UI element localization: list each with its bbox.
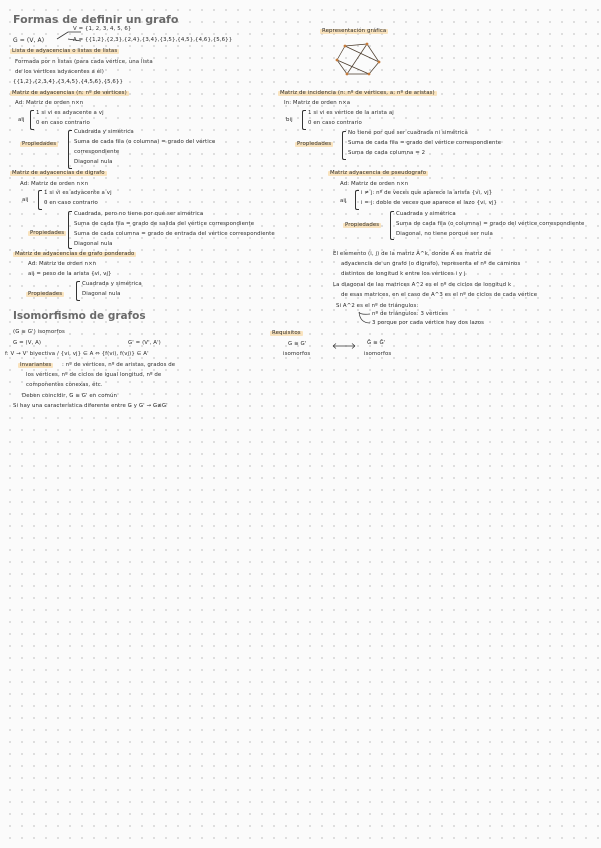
- adjacency-props-brace: [68, 130, 72, 169]
- digraph-rule-2: 0 en caso contrario: [44, 200, 98, 206]
- isomorphism-def: (G ≅ G') isomorfos: [13, 329, 65, 335]
- incidence-prop: No tiene por qué ser cuadrada ni simétrica: [348, 130, 468, 136]
- digraph-rule-1: 1 si vi es adyacente a vj: [44, 190, 112, 196]
- adjacency-prop: correspondiente: [74, 149, 120, 155]
- digraph-heading: Matriz de adyacencias de digrafo: [12, 170, 105, 176]
- adjacency-def: Ad: Matriz de orden n×n: [15, 100, 84, 106]
- V-set: V = {1, 2, 3, 4, 5, 6}: [73, 26, 132, 32]
- theorem-line: El elemento (i, j) de la matriz A^k, donde A es matriz de: [333, 251, 492, 257]
- page-title-formas: Formas de definir un grafo: [13, 13, 179, 26]
- aij-label: aij: [340, 198, 347, 204]
- incidence-def: In: Matriz de orden n×a: [284, 100, 351, 106]
- weighted-def: Ad: Matriz de orden n×n: [28, 261, 97, 267]
- theorem-line: Si A^2 es el nº de triángulos:: [336, 303, 419, 309]
- invariants-text: : nº de vértices, nº de aristas, grados de: [62, 362, 176, 368]
- requirements-label: Requisitos: [272, 330, 301, 336]
- adjacency-rule-1: 1 si vi es adyacente a vj: [36, 110, 104, 116]
- adjacency-prop: Cuadrada y simétrica: [74, 129, 134, 135]
- A-set: A = {{1,2},{2,3},{2,4},{3,4},{3,5},{4,5},{4,6},{5,6}}: [73, 37, 233, 43]
- adjacency-props-label: Propiedades: [22, 141, 57, 147]
- digraph-props-brace: [68, 211, 72, 249]
- theorem-line: distintos de longitud k entre los vértices i y j: [341, 271, 466, 277]
- digraph-prop: Cuadrada, pero no tiene por qué ser simétrica: [74, 211, 204, 217]
- weighted-prop: Diagonal nula: [82, 291, 121, 297]
- digraph-rule-brace: [38, 190, 42, 210]
- double-arrow: [330, 342, 358, 350]
- lists-desc-2: de los vértices adyacentes a él): [15, 69, 104, 75]
- lists-desc-1: Formada por n listas (para cada vértice, una lista: [15, 59, 153, 65]
- pseudograph-heading: Matriz adyacencia de pseudografo: [330, 170, 427, 176]
- pseudograph-rule-brace: [355, 190, 359, 210]
- theorem-line: La diagonal de las matrices A^2 es el nº de ciclos de longitud k: [333, 282, 512, 288]
- graph-representation-heading: Representación gráfica: [322, 28, 387, 34]
- pseudograph-prop: Diagonal, no tiene porqué ser nula: [396, 231, 493, 237]
- weighted-heading: Matriz de adyacencias de grafo ponderado: [15, 251, 135, 257]
- digraph-props-label: Propiedades: [30, 230, 65, 236]
- adjacency-heading: Matriz de adyacencias (n: nº de vértices): [12, 90, 127, 96]
- weighted-prop: Cuadrada y simétrica: [82, 281, 142, 287]
- lists-example: {{1,2},{2,3,4},{3,4,5},{4,5,6},{5,6}}: [13, 79, 124, 85]
- isomorphism-G-prime: G' = (V', A'): [128, 340, 161, 346]
- bij-label: bij: [286, 117, 293, 123]
- incidence-props-brace: [342, 131, 346, 160]
- incidence-props-label: Propiedades: [297, 141, 332, 147]
- pseudograph-prop: Suma de cada fila (o columna) = grado del vértice correspondiente: [396, 221, 585, 227]
- adjacency-rule-2: 0 en caso contrario: [36, 120, 90, 126]
- lists-heading: Lista de adyacencias o listas de listas: [12, 48, 118, 54]
- incidence-prop: Suma de cada columna = 2: [348, 150, 426, 156]
- adjacency-prop: Diagonal nula: [74, 159, 113, 165]
- requirements-complement-iso: Ḡ ≅ Ḡ': [367, 340, 386, 346]
- theorem-line: adyacencia de un grafo (o digrafo), representa el nº de caminos: [341, 261, 521, 267]
- weighted-rule: aij = peso de la arista {vi, vj}: [28, 271, 112, 277]
- digraph-prop: Suma de cada fila = grado de salida del vértice correspondiente: [74, 221, 255, 227]
- aij-label: aij: [18, 117, 25, 123]
- digraph-prop: Suma de cada columna = grado de entrada del vértice correspondiente: [74, 231, 275, 237]
- requirements-isomorfos-2: isomorfos: [364, 351, 392, 357]
- isomorphism-bijection: f: V → V' biyectiva / {vi, vj} ∈ A ⇔ {f(vi), f(vj)} ∈ A': [5, 351, 149, 357]
- invariants-text-2: los vértices, nº de ciclos de igual longitud, nº de: [26, 372, 162, 378]
- weighted-props-brace: [76, 281, 80, 301]
- digraph-def: Ad: Matriz de orden n×n: [20, 181, 89, 187]
- pseudograph-rule-2: i = j: doble de veces que aparece el lazo {vi, vj}: [361, 200, 498, 206]
- pseudograph-props-brace: [390, 211, 394, 240]
- incidence-heading: Matriz de incidencia (n: nº de vértices, a: nº de aristas): [280, 90, 435, 96]
- isomorphism-last: Si hay una característica diferente entre G y G' → G≇G': [13, 403, 168, 409]
- incidence-prop: Suma de cada fila = grado del vértice correspondiente: [348, 140, 502, 146]
- pseudograph-rule-1: i ≠ j: nº de veces que aparece la arista {vi, vj}: [361, 190, 493, 196]
- invariants-text-3: componentes conexas, etc.: [26, 382, 103, 388]
- incidence-rule-1: 1 si vi es vértice de la arista aj: [308, 110, 394, 116]
- aij-label: aij: [22, 197, 29, 203]
- pseudograph-props-label: Propiedades: [345, 222, 380, 228]
- invariants-label: Invariantes: [20, 362, 52, 368]
- isomorphism-title: Isomorfismo de grafos: [13, 310, 146, 322]
- example-graph: [333, 40, 387, 80]
- adjacency-rule-brace: [30, 110, 34, 130]
- requirements-G-iso: G ≅ G': [288, 341, 307, 347]
- pseudograph-def: Ad: Matriz de orden n×n: [340, 181, 409, 187]
- theorem-line: nº de triángulos: 3 vértices: [372, 311, 449, 317]
- invariants-note: Deben coincidir, G ≅ G' en común: [22, 393, 118, 399]
- incidence-rule-brace: [302, 110, 306, 130]
- theorem-line: 3 porque por cada vértice hay dos lazos: [372, 320, 485, 326]
- digraph-prop: Diagonal nula: [74, 241, 113, 247]
- requirements-isomorfos: isomorfos: [283, 351, 311, 357]
- pseudograph-prop: Cuadrada y simétrica: [396, 211, 456, 217]
- weighted-props-label: Propiedades: [28, 291, 63, 297]
- incidence-rule-2: 0 en caso contrario: [308, 120, 362, 126]
- G-definition: G = (V, A): [13, 37, 45, 44]
- theorem-line: de esas matrices, en el caso de A^3 es el nº de ciclos de cada vértice: [341, 292, 538, 298]
- triangle-arrows: [358, 311, 372, 327]
- isomorphism-G: G = (V, A): [13, 340, 42, 346]
- adjacency-prop: Suma de cada fila (o columna) = grado del vértice: [74, 139, 216, 145]
